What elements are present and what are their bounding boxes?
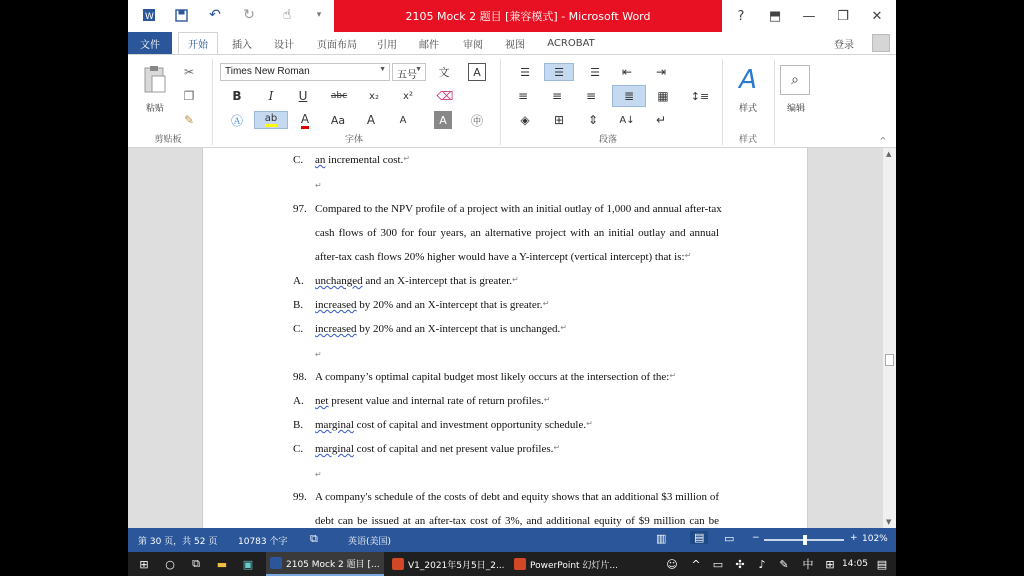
enclose-characters-icon[interactable]: ㊥ xyxy=(470,113,483,128)
tab-mailings[interactable]: 邮件 xyxy=(419,39,439,51)
font-size-combo[interactable] xyxy=(392,63,426,81)
notifications-icon[interactable]: ▤ xyxy=(876,557,888,571)
taskbar-task-ppt-1[interactable] xyxy=(388,552,506,576)
language[interactable]: 英语(美国) xyxy=(348,537,392,547)
paragraph-mark: ↵ xyxy=(543,395,551,404)
separator xyxy=(722,59,723,145)
tab-layout[interactable]: 页面布局 xyxy=(317,39,357,51)
windows-start-icon[interactable]: ⊞ xyxy=(139,557,149,571)
font-name-combo[interactable] xyxy=(220,63,390,81)
status-bar xyxy=(128,528,896,552)
close-button[interactable]: ✕ xyxy=(871,8,883,24)
paragraph-mark: ↵ xyxy=(586,419,593,428)
find-icon[interactable]: ⌕ xyxy=(780,65,810,95)
separator xyxy=(500,59,501,145)
option-text: unchanged and an X-intercept that is greater. ↵ xyxy=(315,275,519,287)
spell-flag: unchanged xyxy=(315,275,363,287)
numbering-icon[interactable]: ☰ xyxy=(544,63,574,81)
zoom-slider[interactable] xyxy=(764,539,844,541)
paragraph-mark: ↵ xyxy=(315,470,322,479)
spell-flag: increased xyxy=(315,299,357,311)
font-group-label: 字体 xyxy=(344,135,363,145)
tab-references[interactable]: 引用 xyxy=(377,39,397,51)
scroll-thumb[interactable] xyxy=(885,354,894,366)
paste-label: 粘贴 xyxy=(145,104,164,114)
chinese-layout-icon[interactable]: ⇕ xyxy=(587,113,599,127)
align-right-icon[interactable]: ≡ xyxy=(585,89,597,103)
strikethrough-button[interactable]: abc xyxy=(330,91,348,101)
option-text: net present value and internal rate of return profiles. ↵ xyxy=(315,395,551,407)
option-text: marginal cost of capital and investment opportunity schedule. ↵ xyxy=(315,419,593,431)
superscript-button[interactable]: x² xyxy=(403,90,413,102)
styles-group-label: 样式 xyxy=(738,135,757,145)
spell-flag: an xyxy=(315,154,326,166)
question-text: Compared to the NPV profile of a project with an initial outlay of 1,000 and annual after-tax xyxy=(315,203,722,215)
tab-acrobat[interactable]: ACROBAT xyxy=(547,37,595,49)
option-label: C. xyxy=(293,323,304,335)
paragraph-mark: ↵ xyxy=(553,443,561,452)
task-view-icon[interactable]: ⧉ xyxy=(192,557,200,570)
underline-button[interactable]: U xyxy=(298,89,308,103)
change-case-button[interactable]: Aa xyxy=(330,113,346,127)
spell-flag: marginal xyxy=(315,443,354,455)
task-label: PowerPoint 幻灯片... xyxy=(530,560,619,571)
zoom-slider-thumb[interactable] xyxy=(803,535,807,545)
clipboard-group-label: 剪贴板 xyxy=(154,135,182,145)
help-button[interactable] xyxy=(724,0,758,32)
bullets-icon[interactable]: ☰ xyxy=(520,65,530,79)
web-layout-icon[interactable]: ▭ xyxy=(724,532,735,545)
redo-icon[interactable]: ↻ xyxy=(243,7,255,23)
styles-icon[interactable]: A xyxy=(739,65,757,95)
line-spacing-icon[interactable]: ↕≡ xyxy=(690,89,710,103)
paste-icon[interactable] xyxy=(138,63,172,95)
question-text: debt can be issued at an after-tax cost of 3%, and additional equity of $9 million can be xyxy=(315,515,719,527)
task-label: 2105 Mock 2 题目 [... xyxy=(286,559,380,570)
ime-indicator[interactable]: 中 xyxy=(802,558,814,571)
word-window xyxy=(128,0,896,576)
word-app-icon xyxy=(136,4,162,26)
bold-button[interactable]: B xyxy=(232,89,242,103)
borders-icon[interactable]: ⊞ xyxy=(553,113,565,127)
taskbar-task-ppt-2[interactable] xyxy=(510,552,628,576)
subscript-button[interactable]: x₂ xyxy=(369,90,379,102)
ribbon-display-options-icon[interactable]: ⬒ xyxy=(768,8,782,24)
paragraph-mark: ↵ xyxy=(315,350,322,359)
separator xyxy=(774,59,775,145)
proofing-icon[interactable]: ⧉ xyxy=(310,532,318,545)
character-shading-button[interactable]: A xyxy=(434,111,452,129)
question-text xyxy=(315,251,692,263)
sign-in-link[interactable]: 登录 xyxy=(834,40,854,51)
question-number: 99. xyxy=(293,491,307,503)
grow-font-button[interactable]: A xyxy=(366,113,376,127)
show-marks-icon[interactable]: ↵ xyxy=(655,113,667,127)
tab-design[interactable]: 设计 xyxy=(274,39,294,51)
spell-flag: increased xyxy=(315,323,357,335)
tab-file[interactable]: 文件 xyxy=(128,32,172,54)
document-page[interactable] xyxy=(202,148,808,528)
option-text: marginal cost of capital and net present value profiles. ↵ xyxy=(315,443,561,455)
shading-icon[interactable]: ◈ xyxy=(520,113,530,127)
chevron-down-icon: ▼ xyxy=(379,66,386,73)
paragraph-mark: ↵ xyxy=(315,181,322,190)
file-explorer-icon[interactable]: ▬ xyxy=(216,557,228,571)
align-center-icon[interactable]: ≡ xyxy=(551,89,563,103)
tab-review[interactable]: 审阅 xyxy=(463,39,483,51)
decrease-indent-icon[interactable]: ⇤ xyxy=(621,65,633,79)
restore-button[interactable]: ❐ xyxy=(837,8,849,24)
save-icon[interactable] xyxy=(168,4,194,26)
shrink-font-button[interactable]: A xyxy=(399,114,407,126)
option-label: A. xyxy=(293,275,304,287)
spell-flag: net xyxy=(315,395,329,407)
question-number: 97. xyxy=(293,203,307,215)
read-mode-icon[interactable]: ▥ xyxy=(656,532,667,545)
separator xyxy=(212,59,213,145)
powerpoint-icon xyxy=(514,558,526,570)
task-label: V1_2021年5月5日_2... xyxy=(408,560,505,571)
people-icon[interactable]: ☺ xyxy=(666,557,678,571)
tray-expand-icon[interactable]: ^ xyxy=(691,557,701,571)
ime-mode-icon[interactable]: ⊞ xyxy=(825,557,835,571)
window-title xyxy=(334,0,722,32)
italic-button[interactable]: I xyxy=(268,89,274,103)
title-bar xyxy=(128,0,896,32)
question-text xyxy=(315,371,677,383)
paragraph-mark: ↵ xyxy=(512,275,519,284)
tab-view[interactable]: 视图 xyxy=(505,39,525,51)
copy-icon[interactable]: ❐ xyxy=(183,89,195,103)
character-border-icon[interactable]: A xyxy=(468,63,486,81)
text-effects-icon[interactable]: Ⓐ xyxy=(230,113,243,128)
avatar[interactable] xyxy=(872,34,890,52)
network-icon[interactable]: ✣ xyxy=(735,557,745,571)
taskbar xyxy=(128,552,896,576)
svg-text:W: W xyxy=(145,12,154,22)
option-label: C. xyxy=(293,154,304,166)
option-label: A. xyxy=(293,395,304,407)
word-icon xyxy=(270,557,282,569)
undo-icon[interactable]: ↶ xyxy=(209,7,221,23)
question-text: cash flows of 300 for four years, an alternative project with an initial outlay and annual xyxy=(315,227,719,239)
sort-icon[interactable]: A↓ xyxy=(619,114,635,126)
pen-icon[interactable]: ✎ xyxy=(779,557,789,571)
cut-icon[interactable]: ✂ xyxy=(183,65,195,79)
paragraph-mark: ↵ xyxy=(560,323,567,332)
styles-button-label: 样式 xyxy=(738,104,757,114)
font-size-value: 五号 xyxy=(397,70,417,81)
font-color-button[interactable]: A xyxy=(294,111,316,129)
paragraph-mark: ↵ xyxy=(403,154,410,163)
option-label: B. xyxy=(293,419,304,431)
store-icon[interactable]: ▣ xyxy=(242,557,254,571)
increase-indent-icon[interactable]: ⇥ xyxy=(655,65,667,79)
scroll-down-icon[interactable]: ▼ xyxy=(886,518,892,526)
powerpoint-icon xyxy=(392,558,404,570)
font-name-value: Times New Roman xyxy=(225,66,310,77)
touch-mode-icon[interactable]: ☝ xyxy=(282,7,292,23)
multilevel-list-icon[interactable]: ☰ xyxy=(590,65,600,79)
option-text: an incremental cost. ↵ xyxy=(315,154,410,166)
print-layout-icon[interactable]: ▤ xyxy=(690,531,708,544)
help-label: ? xyxy=(737,8,745,24)
ribbon-tabs xyxy=(128,32,896,54)
question-text-span: after-tax cash flows 20% higher would have a Y-intercept (vertical intercept) that is: xyxy=(315,251,685,263)
option-text: increased by 20% and an X-intercept that is greater. ↵ xyxy=(315,299,550,311)
volume-icon[interactable]: ♪ xyxy=(758,557,766,571)
collapse-ribbon-icon[interactable]: ^ xyxy=(879,135,887,145)
paragraph-group-label: 段落 xyxy=(598,135,617,145)
tab-insert[interactable]: 插入 xyxy=(232,39,252,51)
justify-icon[interactable]: ≣ xyxy=(612,85,646,107)
search-icon[interactable]: ○ xyxy=(165,557,175,571)
minimize-button[interactable]: — xyxy=(802,8,816,24)
paragraph-mark: ↵ xyxy=(669,371,677,380)
tab-home[interactable]: 开始 xyxy=(178,32,218,54)
customize-toolbar-icon[interactable]: ▾ xyxy=(316,10,322,20)
scroll-up-icon[interactable]: ▲ xyxy=(886,150,892,158)
distributed-icon[interactable]: ▦ xyxy=(657,89,669,103)
window-title-text: 2105 Mock 2 题目 [兼容模式] - Microsoft Word xyxy=(405,10,651,23)
format-painter-icon[interactable]: ✎ xyxy=(183,113,195,127)
battery-icon[interactable]: ▭ xyxy=(712,557,724,571)
option-text: increased by 20% and an X-intercept that is unchanged. ↵ xyxy=(315,323,567,335)
zoom-out-icon[interactable]: − xyxy=(752,533,760,543)
phonetic-guide-icon[interactable]: 文 xyxy=(438,66,450,79)
question-text-span: A company’s optimal capital budget most likely occurs at the intersection of the: xyxy=(315,371,670,383)
clock[interactable]: 14:05 xyxy=(842,559,868,569)
question-text: A company's schedule of the costs of debt and equity shows that an additional $3 million of xyxy=(315,491,719,503)
clear-formatting-icon[interactable]: ⌫ xyxy=(436,89,454,103)
zoom-in-icon[interactable]: + xyxy=(850,533,858,543)
question-number: 98. xyxy=(293,371,307,383)
word-count[interactable]: 10783 个字 xyxy=(238,537,288,547)
document-area xyxy=(128,148,896,528)
page-count[interactable]: 第 30 页，共 52 页 xyxy=(138,537,218,547)
paragraph-mark: ↵ xyxy=(542,299,550,308)
spell-flag: marginal xyxy=(315,419,354,431)
taskbar-task-word[interactable] xyxy=(266,552,384,576)
zoom-level[interactable]: 102% xyxy=(862,534,888,544)
align-left-icon[interactable]: ≡ xyxy=(517,89,529,103)
ribbon-home xyxy=(128,54,896,148)
editing-button-label: 编辑 xyxy=(786,104,805,114)
option-label: C. xyxy=(293,443,304,455)
option-label: B. xyxy=(293,299,304,311)
highlight-color-button[interactable]: ab xyxy=(254,111,288,129)
paragraph-mark: ↵ xyxy=(684,251,692,260)
vertical-scrollbar[interactable] xyxy=(882,148,896,528)
chevron-down-icon: ▼ xyxy=(415,66,422,73)
